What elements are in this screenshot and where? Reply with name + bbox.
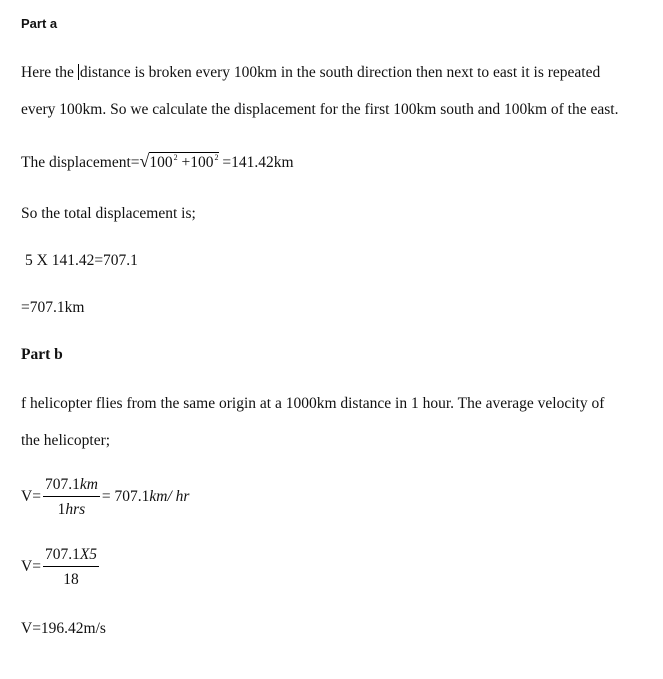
velocity-equation-1 (21, 476, 189, 519)
eq1-den-value: 1 (57, 501, 66, 518)
eq2-num-unit: X5 (79, 546, 98, 563)
term-2: 100 (190, 154, 214, 171)
eq1-lhs: V= (21, 488, 41, 506)
eq1-rhs-unit: km/ hr (149, 488, 190, 506)
plus-sign: + (181, 154, 191, 171)
part-b-paragraph-line-1: f helicopter flies from the same origin at a 1000km distance in 1 hour. The average velocity of (21, 395, 605, 412)
eq2-fraction (43, 546, 99, 589)
velocity-equation-2 (21, 546, 101, 589)
eq1-den-unit: hrs (65, 501, 86, 518)
radicand (149, 152, 218, 171)
final-velocity: V=196.42m/s (21, 620, 106, 637)
exponent-1: 2 (173, 153, 178, 162)
part-a-heading: Part a (21, 16, 58, 31)
eq2-numerator (43, 546, 99, 567)
text-cursor (78, 64, 79, 80)
eq2-num-value: 707.1 (44, 546, 80, 563)
para-text-start: Here the (21, 64, 78, 81)
displacement-result: =141.42km (222, 154, 294, 171)
total-displacement-result: =707.1km (21, 299, 85, 316)
displacement-label: The displacement= (21, 154, 140, 171)
part-a-paragraph-line-1 (21, 64, 600, 82)
eq2-lhs: V= (21, 558, 41, 576)
para-text-rest: distance is broken every 100km in the south direction then next to east it is repeated (79, 64, 601, 81)
eq1-num-value: 707.1 (44, 476, 80, 493)
term-1: 100 (149, 154, 173, 171)
eq1-denominator (43, 497, 100, 519)
eq1-numerator (43, 476, 100, 497)
part-a-paragraph-line-2: every 100km. So we calculate the displacement for the first 100km south and 100km of the east. (21, 101, 619, 118)
eq2-denominator: 18 (63, 571, 79, 588)
part-b-paragraph-line-2: the helicopter; (21, 432, 111, 449)
radical-sign: √ (139, 151, 150, 171)
displacement-equation (21, 151, 294, 172)
eq1-fraction (43, 476, 100, 519)
exponent-2: 2 (214, 153, 219, 162)
eq1-num-unit: km (79, 476, 98, 493)
total-displacement-calc: 5 X 141.42=707.1 (25, 252, 138, 269)
total-displacement-label: So the total displacement is; (21, 205, 196, 222)
part-b-heading: Part b (21, 346, 63, 363)
eq1-rhs-value: = 707.1 (101, 488, 150, 506)
square-root-expression (140, 151, 219, 172)
